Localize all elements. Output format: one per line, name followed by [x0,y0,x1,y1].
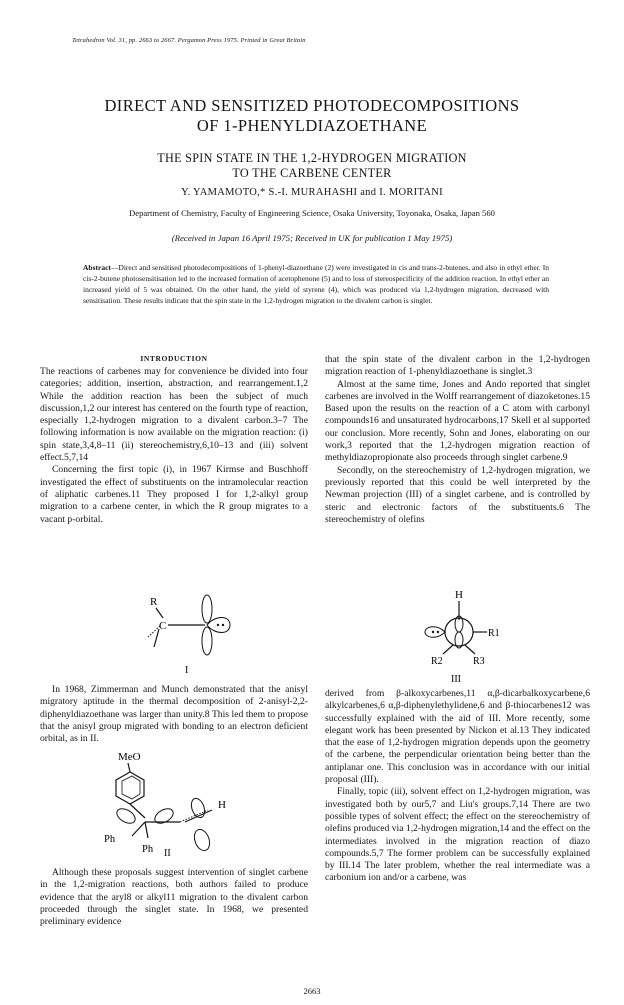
structure-I-label: I [185,665,189,676]
p-orbital-lobe [202,595,212,623]
bond [128,763,130,772]
paragraph: derived from β-alkoxycarbenes,11 α,β-dicarbalkoxycarbene,6 alkylcarbenes,6 α,β-diphenylethylidene,6 and β-thiocarbenes12 was successfully explained with the aid of III. More recently, some elegant work has been presented by Nickon et al.13 They indicated that the ease of 1,2-hydrogen migration depends upon the geometry of the carbene, the perpendicular orientation being better than the antiplanar one. This conclusion was in accordance with our initial proposal (III). [325,688,590,786]
intro-heading: INTRODUCTION [140,354,208,363]
bond [443,645,453,654]
journal-header: Tetrahedron Vol. 31, pp. 2663 to 2667. Pergamon Press 1975. Printed in Great Britain [72,37,306,44]
subtitle-line-1: THE SPIN STATE IN THE 1,2-HYDROGEN MIGRATION [157,151,467,165]
bond [132,822,145,836]
structure-I-diagram [110,585,260,677]
received-dates: (Received in Japan 16 April 1975; Received in UK for publication 1 May 1975) [171,233,453,243]
abstract [83,262,549,306]
paragraph: that the spin state of the divalent carbon in the 1,2-hydrogen migration reaction of 1-phenyldiazoethane is singlet.3 [325,354,590,378]
bond [156,608,163,618]
benzene-ring-inner [122,776,140,799]
atom-R3-label: R3 [473,656,485,667]
left-column-block-1 [40,366,308,526]
structure-II-label: II [164,848,171,859]
atom-Ph-label-2: Ph [142,844,154,855]
left-column-block-2 [40,684,308,745]
p-orbital-lobe [192,827,213,852]
electron-dot [432,631,434,633]
paragraph: In 1968, Zimmerman and Munch demonstrated that the anisyl migratory aptitude in the thermal decomposition of 2-anisyl-2,2-diphenyldiazoethane was larger than unity.8 This led them to propose that the anisyl group migrated with bonding to an electron deficient orbital, as in II. [40,684,308,745]
paragraph: Although these proposals suggest intervention of singlet carbene in the 1,2-migration reactions, both authors failed to produce evidence that the aryl8 or alkyl11 migration to the divalent carbon proceeded through the singlet state. In 1968, we presented preliminary evidence [40,867,308,928]
left-column-block-3 [40,867,308,928]
atom-R-label: R [150,596,158,608]
paragraph: The reactions of carbenes may for convenience be divided into four categories; addition, insertion, abstraction, and rearrangement.1,2 While the addition reaction has been the subject of much discussion,1,2 our interest has centered on the fourth type of reaction, especially 1,2-hydrogen migration to a divalent carbon.3–7 The following information is now available on the migration reaction: (i) spin state,3,4,8–11 (ii) stereochemistry,6,10–13 and (iii) solvent effect.5,7,14 [40,366,308,464]
paragraph: Concerning the first topic (i), in 1967 Kirmse and Buschhoff investigated the effect of substituents on the intramolecular reaction of aliphatic carbenes.11 They proposed I for 1,2-alkyl group migration to a carbene center, in which the R group migrates to a vacant p-orbital. [40,464,308,525]
electron-dot [217,624,219,626]
atom-C-label: C [159,620,167,632]
page-number: 2663 [303,986,321,996]
electron-dot [437,631,439,633]
right-column-block-2 [325,688,590,885]
atom-MeO-label: MeO [118,751,141,763]
affiliation: Department of Chemistry, Faculty of Engineering Science, Osaka University, Toyonaka, Osaka, Japan 560 [129,208,495,218]
p-orbital-lobe [202,627,212,655]
structure-III-diagram [395,588,525,688]
subtitle-line-2: TO THE CARBENE CENTER [232,166,392,180]
bond [130,804,145,818]
paragraph: Almost at the same time, Jones and Ando reported that singlet carbenes are involved in the Wolff rearrangement of diazoketones.15 Based upon the results on the reaction of a C atom with carbonyl compounds16 and unsaturated hydrocarbons,17 Skell et al supported our conclusion. More recently, Sohn and Jones, elaborating on our work,3 reported that the 1,2-hydrogen migration reaction of methyldiazopropionate also proceeds through singlet carbene.9 [325,378,590,464]
paragraph: Secondly, on the stereochemistry of 1,2-hydrogen migration, we previously reported that this could be well interpreted by the Newman projection (III) of a singlet carbene, and is controlled by steric and electronic factors of the substituents.6 The stereochemistry of olefins [325,464,590,525]
bond [145,822,148,838]
orbital-lobe [152,806,175,826]
atom-H-label: H [218,799,226,811]
electron-dot [222,624,224,626]
atom-Ph-label-1: Ph [104,834,116,845]
atom-R1-label: R1 [488,628,500,639]
title-line-1: DIRECT AND SENSITIZED PHOTODECOMPOSITIONS [104,96,520,115]
title-line-2: OF 1-PHENYLDIAZOETHANE [196,116,428,135]
authors: Y. YAMAMOTO,* S.-I. MURAHASHI and I. MORITANI [181,187,443,198]
bond [465,645,475,654]
structure-III-label: III [451,674,461,685]
atom-H-label: H [455,589,463,601]
right-column-block-1 [325,354,590,526]
orbital-lobe [114,806,137,826]
abstract-label: Abstract [83,263,111,272]
bond [185,810,212,822]
structure-II-diagram [90,744,260,859]
atom-R2-label: R2 [431,656,443,667]
sp2-orbital [425,627,445,638]
paragraph: Finally, topic (iii), solvent effect on 1,2-hydrogen migration, was investigated both by our5,7 and Liu's groups.7,14 There are two possible types of solvent effect; the effect on the stereochemistry of olefins produced via 1,2-hydrogen migration,14 and the effect on the intermediates involved in the migration reaction of diazo compounds.5,7 The former problem can be successfully explained by III.14 The later problem, whether the real intermediate was a carbonium ion and/or a carbene, was [325,786,590,884]
abstract-text: —Direct and sensitised photodecompositions of 1-phenyl-diazoethane (2) were investigated in cis and trans-2-butenes, and also in ethyl ether. In cis-2-butene photosensitisation led to the increased formation of acetophenone (5) and to loss of stereospecificity of the addition reaction. In ethyl ether an increased yield of 5 was obtained. On the other hand, the yield of styrene (4), which was produced via 1,2-hydrogen migration, decreased with sensitisation. These results indicate that the spin state in the 1,2-hydrogen migration to the divalent carbon is singlet. [83,263,549,305]
